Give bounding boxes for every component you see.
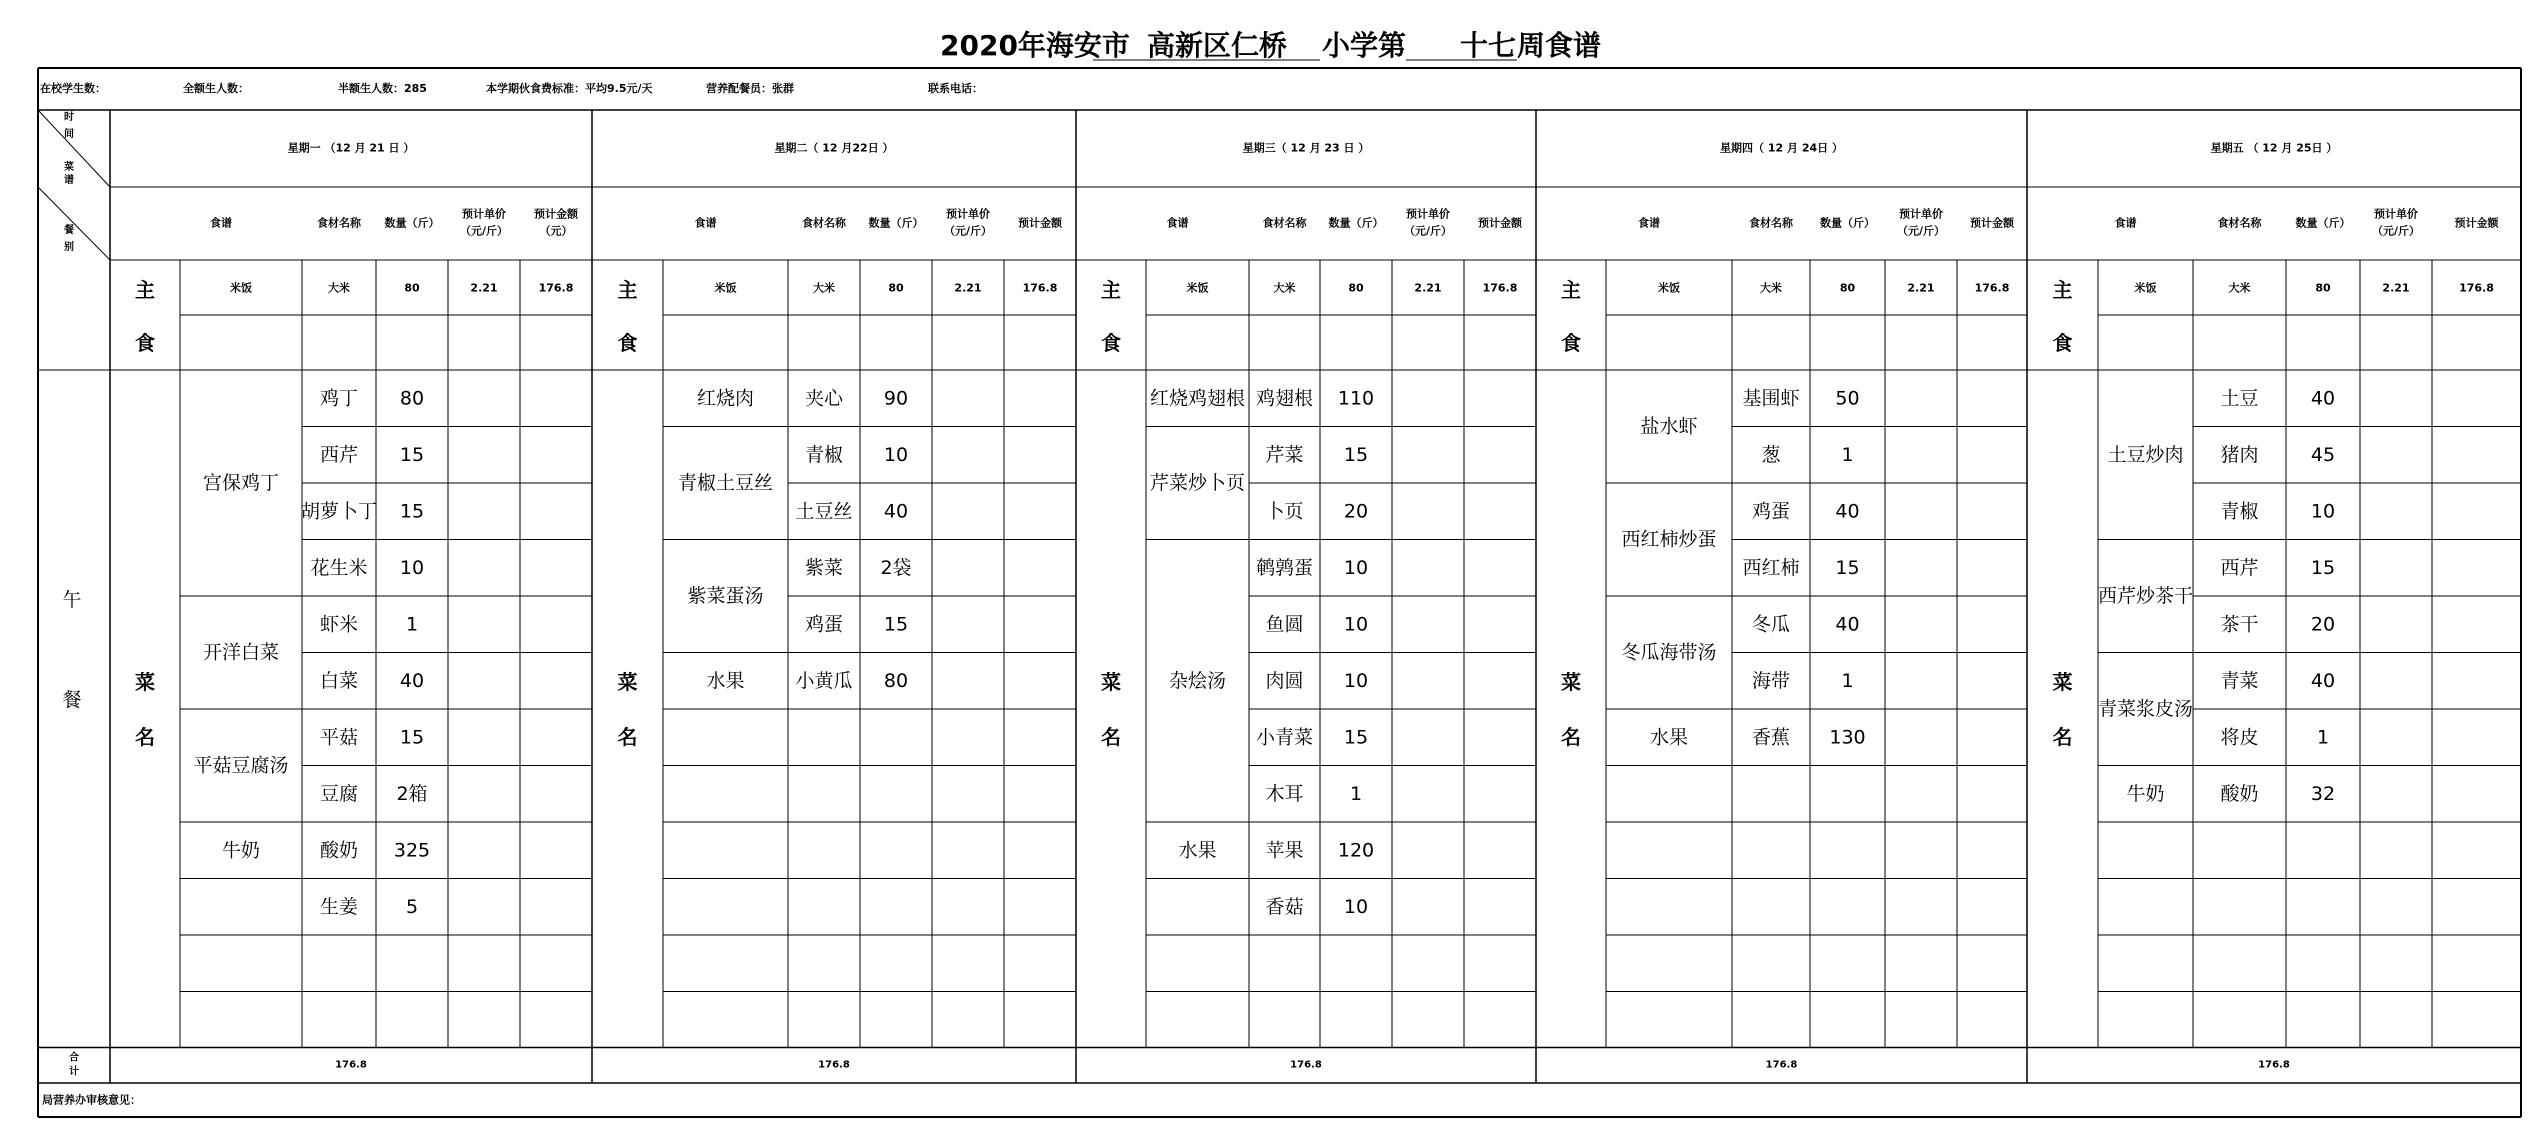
- col-header-two-line: 预计单价: [946, 207, 990, 221]
- ingredient-qty: 15: [1835, 556, 1860, 579]
- col-header-two-line: （元/斤）: [1896, 224, 1946, 238]
- title-district: 高新区仁桥: [1147, 29, 1288, 62]
- ingredient-name: 苹果: [1265, 839, 1304, 862]
- ingredient-qty: 2袋: [880, 556, 912, 579]
- ingredient-qty: 10: [883, 443, 909, 466]
- dish-name: 盐水虾: [1640, 415, 1698, 438]
- staple-label: 食: [1561, 331, 1581, 355]
- staple-qty: 80: [1348, 281, 1364, 295]
- day-total: 176.8: [335, 1059, 367, 1071]
- ingredient-name: 平菇: [319, 726, 359, 749]
- dish-name: 牛奶: [221, 839, 261, 862]
- dish-label: 名: [1561, 725, 1581, 749]
- corner-meal: 别: [64, 242, 74, 253]
- ingredient-qty: 10: [1343, 895, 1369, 918]
- dish-label: 名: [617, 725, 638, 749]
- staple-price: 2.21: [1907, 281, 1935, 295]
- approval-label: 局营养办审核意见：: [42, 1093, 141, 1107]
- col-header-two-line: 预计单价: [1899, 207, 1943, 221]
- dish-label: 名: [135, 725, 155, 749]
- col-header-two-line: 预计金额: [534, 207, 578, 221]
- ingredient-qty: 40: [2310, 387, 2336, 410]
- ingredient-qty: 1: [1349, 782, 1363, 805]
- day-total: 176.8: [818, 1059, 850, 1071]
- ingredient-name: 肉圆: [1265, 669, 1304, 692]
- col-header-two-line: 预计单价: [462, 207, 506, 221]
- ingredient-qty: 40: [1835, 613, 1860, 636]
- total-label: 合: [69, 1052, 79, 1064]
- col-header-two-line: 预计单价: [1406, 207, 1450, 221]
- col-header-two-line: （元/斤）: [2371, 224, 2421, 238]
- staple-recipe: 米饭: [1186, 281, 1209, 295]
- day-total: 176.8: [2258, 1059, 2290, 1071]
- ingredient-name: 胡萝卜丁: [300, 500, 378, 523]
- dish-name: 水果: [1649, 726, 1689, 749]
- ingredient-qty: 2箱: [396, 782, 428, 805]
- day-heading: 星期四（ 12 月 24日 ）: [1720, 141, 1843, 155]
- staple-label: 食: [1101, 331, 1121, 355]
- dish-name: 西芹炒茶干: [2097, 585, 2194, 607]
- ingredient-qty: 40: [1835, 500, 1860, 523]
- ingredient-qty: 15: [2310, 556, 2336, 579]
- col-header-ingredient: 食材名称: [317, 216, 361, 230]
- staple-ingredient: 大米: [1760, 281, 1782, 295]
- ingredient-qty: 1: [1841, 443, 1854, 466]
- corner-meal: 餐: [64, 225, 74, 236]
- ingredient-qty: 1: [1841, 669, 1854, 692]
- ingredient-qty: 10: [2310, 500, 2336, 523]
- dish-label: 名: [1101, 725, 1121, 749]
- ingredient-name: 土豆丝: [795, 500, 853, 523]
- staple-amount: 176.8: [2459, 281, 2494, 295]
- dish-name: 青椒土豆丝: [677, 472, 774, 494]
- ingredient-qty: 10: [1343, 556, 1369, 579]
- dish-label: 菜: [1101, 670, 1121, 694]
- ingredient-name: 鱼圆: [1265, 613, 1304, 636]
- info-fee-standard: 本学期伙食费标准：平均9.5元/天: [486, 82, 653, 95]
- col-header-amount: 预计金额: [1970, 216, 2014, 230]
- ingredient-qty: 10: [1343, 669, 1369, 692]
- staple-label: 主: [2052, 278, 2073, 302]
- staple-qty: 80: [1839, 281, 1856, 295]
- dish-label: 菜: [135, 670, 155, 694]
- ingredient-qty: 20: [2310, 613, 2336, 636]
- ingredient-qty: 10: [399, 556, 425, 579]
- info-half-fee: 半额生人数：285: [338, 82, 427, 95]
- lunch-label: 餐: [62, 689, 82, 711]
- staple-price: 2.21: [1414, 281, 1442, 295]
- ingredient-name: 卜页: [1265, 500, 1304, 523]
- ingredient-qty: 130: [1829, 726, 1866, 749]
- ingredient-name: 西红柿: [1742, 556, 1800, 579]
- ingredient-name: 豆腐: [319, 782, 359, 805]
- col-header-ingredient: 食材名称: [2217, 216, 2262, 230]
- ingredient-name: 紫菜: [804, 556, 844, 579]
- ingredient-qty: 15: [399, 726, 425, 749]
- ingredient-name: 鹌鹑蛋: [1255, 556, 1314, 579]
- dish-name: 青菜浆皮汤: [2097, 698, 2194, 720]
- dish-name: 牛奶: [2126, 782, 2165, 805]
- day-heading: 星期五 （ 12 月 25日 ）: [2210, 141, 2338, 155]
- dish-label: 菜: [617, 670, 638, 694]
- title-year: 2020年海安市: [940, 29, 1130, 62]
- dish-name: 土豆炒肉: [2107, 443, 2184, 466]
- ingredient-name: 海带: [1751, 669, 1791, 692]
- staple-label: 主: [1561, 278, 1581, 302]
- staple-qty: 80: [404, 281, 420, 295]
- corner-diagonal: [38, 187, 110, 260]
- ingredient-qty: 45: [2310, 443, 2336, 466]
- info-phone: 联系电话：: [928, 82, 983, 95]
- staple-label: 食: [2052, 331, 2073, 355]
- ingredient-qty: 325: [393, 839, 431, 862]
- col-header-ingredient: 食材名称: [1749, 216, 1793, 230]
- dish-name: 杂烩汤: [1168, 669, 1227, 692]
- ingredient-name: 茶干: [2220, 613, 2259, 636]
- corner-menu: 菜: [64, 162, 74, 173]
- ingredient-name: 香菇: [1265, 895, 1304, 918]
- col-header-qty: 数量（斤）: [1820, 216, 1875, 230]
- ingredient-qty: 10: [1343, 613, 1369, 636]
- ingredient-name: 鸡丁: [319, 387, 359, 410]
- staple-amount: 176.8: [1482, 281, 1518, 295]
- dish-name: 水果: [706, 669, 745, 692]
- col-header-ingredient: 食材名称: [1262, 216, 1307, 230]
- ingredient-name: 西芹: [2220, 556, 2259, 579]
- ingredient-name: 青椒: [2220, 500, 2259, 523]
- ingredient-qty: 40: [399, 669, 425, 692]
- ingredient-qty: 15: [399, 443, 425, 466]
- staple-price: 2.21: [954, 281, 982, 295]
- ingredient-qty: 15: [1343, 726, 1369, 749]
- ingredient-qty: 40: [2310, 669, 2336, 692]
- col-header-amount: 预计金额: [1478, 216, 1522, 230]
- staple-recipe: 米饭: [1658, 281, 1680, 295]
- col-header-recipe: 食谱: [210, 216, 232, 230]
- ingredient-name: 将皮: [2220, 726, 2259, 749]
- lunch-label: 午: [62, 589, 82, 611]
- day-total: 176.8: [1765, 1059, 1798, 1071]
- staple-recipe: 米饭: [714, 281, 737, 295]
- day-heading: 星期二（ 12 月22日 ）: [774, 141, 894, 155]
- ingredient-qty: 20: [1343, 500, 1369, 523]
- col-header-recipe: 食谱: [1638, 216, 1660, 230]
- ingredient-qty: 90: [883, 387, 909, 410]
- day-heading: 星期一 （12 月 21 日 ）: [287, 141, 415, 155]
- dish-name: 芹菜炒卜页: [1149, 472, 1246, 494]
- ingredient-name: 鸡翅根: [1255, 387, 1314, 410]
- col-header-ingredient: 食材名称: [802, 216, 846, 230]
- day-heading: 星期三（ 12 月 23 日 ）: [1242, 141, 1370, 155]
- ingredient-name: 土豆: [2220, 387, 2259, 410]
- ingredient-qty: 1: [405, 613, 419, 636]
- ingredient-qty: 110: [1337, 387, 1375, 410]
- col-header-two-line: （元）: [539, 224, 573, 238]
- dish-name: 宫保鸡丁: [202, 472, 280, 494]
- ingredient-name: 猪肉: [2220, 443, 2259, 466]
- col-header-two-line: （元/斤）: [1403, 224, 1453, 238]
- ingredient-name: 冬瓜: [1751, 613, 1791, 636]
- ingredient-name: 青菜: [2220, 669, 2259, 692]
- ingredient-name: 香蕉: [1751, 726, 1791, 749]
- staple-qty: 80: [2315, 281, 2331, 295]
- ingredient-qty: 15: [1343, 443, 1369, 466]
- staple-qty: 80: [888, 281, 904, 295]
- staple-recipe: 米饭: [2134, 281, 2157, 295]
- ingredient-qty: 32: [2310, 782, 2336, 805]
- ingredient-name: 木耳: [1265, 782, 1304, 805]
- dish-name: 平菇豆腐汤: [193, 754, 289, 777]
- ingredient-name: 白菜: [319, 669, 359, 692]
- ingredient-qty: 15: [883, 613, 909, 636]
- staple-amount: 176.8: [1022, 281, 1058, 295]
- ingredient-name: 小青菜: [1255, 726, 1314, 749]
- ingredient-name: 小黄瓜: [795, 669, 853, 692]
- title-school: 小学第: [1322, 29, 1407, 62]
- col-header-qty: 数量（斤）: [2295, 216, 2351, 230]
- dish-name: 水果: [1178, 839, 1217, 862]
- staple-amount: 176.8: [538, 281, 574, 295]
- col-header-qty: 数量（斤）: [384, 216, 440, 230]
- ingredient-name: 鸡蛋: [804, 613, 844, 636]
- info-nutritionist: 营养配餐员：张群: [706, 82, 794, 95]
- col-header-two-line: （元/斤）: [459, 224, 509, 238]
- staple-recipe: 米饭: [230, 281, 252, 295]
- dish-name: 冬瓜海带汤: [1621, 641, 1717, 664]
- staple-label: 主: [135, 278, 155, 302]
- staple-price: 2.21: [2382, 281, 2410, 295]
- dish-name: 西红柿炒蛋: [1621, 528, 1717, 551]
- dish-name: 紫菜蛋汤: [687, 585, 764, 607]
- col-header-recipe: 食谱: [1166, 216, 1189, 230]
- staple-amount: 176.8: [1974, 281, 2010, 295]
- staple-label: 食: [617, 331, 638, 355]
- ingredient-qty: 1: [2316, 726, 2330, 749]
- dish-name: 红烧肉: [696, 387, 755, 410]
- staple-ingredient: 大米: [2228, 281, 2251, 295]
- ingredient-name: 夹心: [804, 387, 844, 410]
- col-header-amount: 预计金额: [1018, 216, 1062, 230]
- total-label: 计: [69, 1066, 79, 1078]
- day-total: 176.8: [1290, 1059, 1322, 1071]
- ingredient-qty: 80: [883, 669, 909, 692]
- staple-label: 主: [1101, 278, 1121, 302]
- staple-ingredient: 大米: [328, 281, 350, 295]
- staple-label: 主: [617, 278, 638, 302]
- staple-ingredient: 大米: [1273, 281, 1296, 295]
- corner-diagonal: [38, 110, 110, 187]
- col-header-two-line: 预计单价: [2374, 207, 2418, 221]
- ingredient-qty: 15: [399, 500, 425, 523]
- col-header-recipe: 食谱: [2114, 216, 2137, 230]
- ingredient-name: 花生米: [310, 556, 368, 579]
- ingredient-name: 芹菜: [1265, 443, 1304, 466]
- ingredient-qty: 80: [399, 387, 425, 410]
- corner-menu: 谱: [64, 175, 74, 186]
- ingredient-name: 葱: [1761, 443, 1781, 466]
- col-header-qty: 数量（斤）: [868, 216, 924, 230]
- staple-price: 2.21: [470, 281, 498, 295]
- info-enrolled: 在校学生数：: [40, 82, 106, 95]
- ingredient-name: 生姜: [319, 895, 359, 918]
- ingredient-name: 西芹: [319, 443, 359, 466]
- dish-name: 开洋白菜: [202, 641, 280, 664]
- dish-name: 红烧鸡翅根: [1149, 387, 1246, 410]
- ingredient-qty: 120: [1337, 839, 1375, 862]
- col-header-amount: 预计金额: [2454, 216, 2499, 230]
- ingredient-name: 酸奶: [319, 839, 359, 862]
- title-week: 十七: [1460, 29, 1517, 62]
- col-header-qty: 数量（斤）: [1328, 216, 1384, 230]
- ingredient-name: 青椒: [804, 443, 844, 466]
- info-full-fee: 全额生人数：: [183, 82, 249, 95]
- ingredient-qty: 5: [405, 895, 419, 918]
- ingredient-qty: 50: [1835, 387, 1860, 410]
- staple-label: 食: [135, 331, 155, 355]
- col-header-recipe: 食谱: [694, 216, 717, 230]
- ingredient-qty: 40: [883, 500, 909, 523]
- corner-time: 间: [64, 129, 74, 140]
- ingredient-name: 基围虾: [1742, 387, 1800, 410]
- dish-label: 名: [2052, 725, 2073, 749]
- table-texts: [42, 141, 2499, 1107]
- ingredient-name: 鸡蛋: [1751, 500, 1791, 523]
- ingredient-name: 虾米: [319, 613, 359, 636]
- col-header-two-line: （元/斤）: [943, 224, 993, 238]
- corner-time: 时: [64, 112, 74, 123]
- dish-label: 菜: [2052, 670, 2073, 694]
- title-suffix: 周食谱: [1517, 29, 1602, 62]
- ingredient-name: 酸奶: [2220, 782, 2259, 805]
- dish-label: 菜: [1561, 670, 1581, 694]
- staple-ingredient: 大米: [813, 281, 835, 295]
